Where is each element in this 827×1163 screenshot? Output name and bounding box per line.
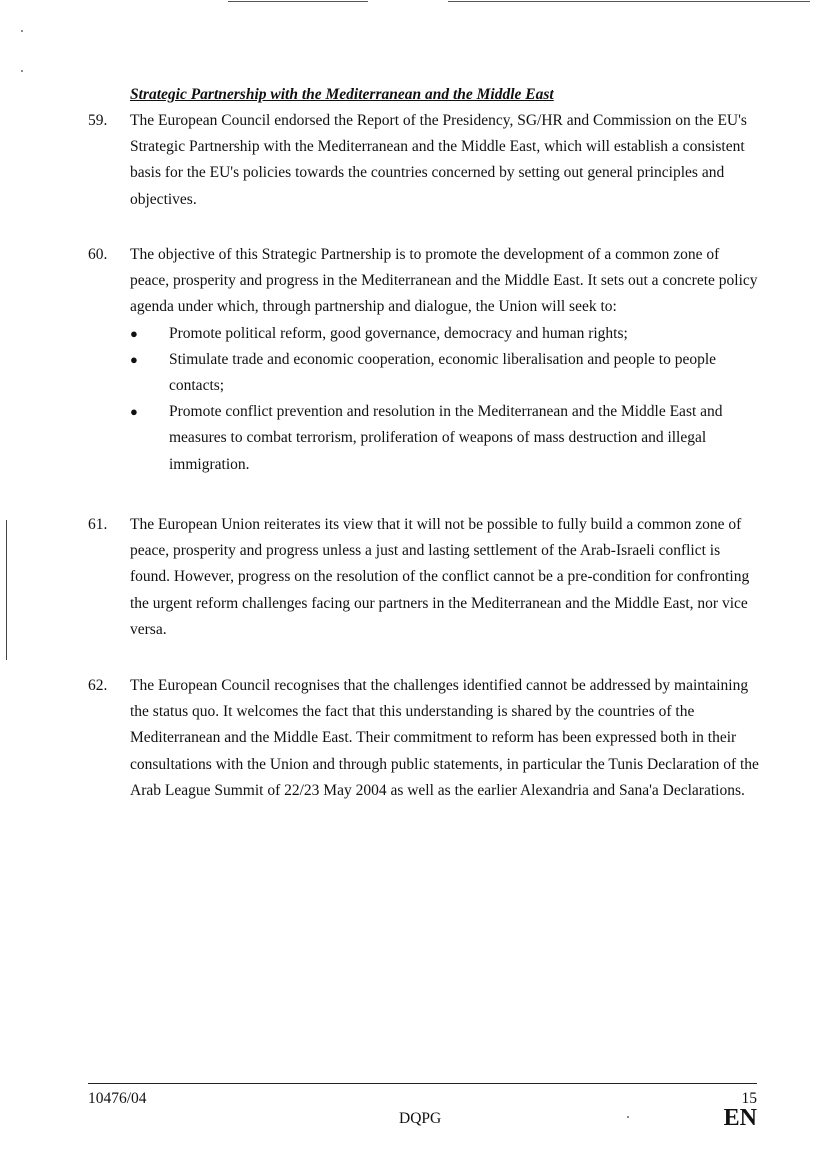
footer-rule	[88, 1083, 757, 1084]
bullet-item	[130, 399, 760, 478]
footer-page-number: 15	[741, 1090, 757, 1107]
paragraph-text: The European Union reiterates its view that it will not be possible to fully build a common zone of peace, prosperity and progress unless a just and lasting settlement of the Arab-Israeli conflict is found. However, progress on the resolution of the conflict cannot be a pre-condition for confronting the urgent reform challenges facing our partners in the Mediterranean and the Middle East, nor vice versa.	[130, 516, 750, 638]
footer-doc-number: 10476/04	[88, 1090, 147, 1107]
footer-language: EN	[723, 1105, 757, 1131]
paragraph-60	[88, 242, 760, 478]
scan-speck	[21, 70, 23, 72]
bullet-item	[130, 321, 760, 347]
paragraph-62	[88, 673, 760, 804]
paragraph-text: The European Council recognises that the challenges identified cannot be addressed by maintaining the status quo. It welcomes the fact that this understanding is shared by the countries of the Mediterranean and the Middle East. Their commitment to reform has been expressed both in their consultations with the Union and through public statements, in particular the Tunis Declaration of the Arab League Summit of 22/23 May 2004 as well as the earlier Alexandria and Sana'a Declarations.	[130, 677, 759, 799]
paragraph-number: 60.	[88, 246, 108, 263]
bullet-list	[130, 321, 760, 478]
paragraph-59	[88, 108, 760, 213]
paragraph-text: The objective of this Strategic Partnership is to promote the development of a common zone of peace, prosperity and progress in the Mediterranean and the Middle East. It sets out a concrete policy agenda under which, through partnership and dialogue, the Union will seek to:	[130, 246, 758, 316]
section-heading: Strategic Partnership with the Mediterranean and the Middle East	[130, 86, 554, 103]
scan-speck	[21, 30, 23, 32]
paragraph-text: The European Council endorsed the Report of the Presidency, SG/HR and Commission on the EU's Strategic Partnership with the Mediterranean and the Middle East, which will establish a consistent basis for the EU's policies towards the countries concerned by setting out general principles and objectives.	[130, 112, 747, 208]
paragraph-number: 62.	[88, 677, 108, 694]
bullet-text: Promote conflict prevention and resolution in the Mediterranean and the Middle East and measures to combat terrorism, proliferation of weapons of mass destruction and illegal immigration.	[169, 403, 723, 473]
footer-unit: DQPG	[399, 1110, 442, 1127]
scan-edge-mark	[6, 520, 7, 660]
scan-line-top-left	[228, 1, 368, 2]
bullet-icon: ●	[130, 325, 138, 341]
bullet-text: Promote political reform, good governance, democracy and human rights;	[169, 324, 628, 342]
scan-line-top-right	[448, 1, 810, 2]
scan-speck	[627, 1116, 629, 1118]
bullet-text: Stimulate trade and economic cooperation, economic liberalisation and people to people contacts;	[169, 350, 717, 395]
paragraph-61	[88, 512, 760, 643]
bullet-icon: ●	[130, 351, 138, 367]
paragraph-number: 61.	[88, 516, 108, 533]
bullet-icon: ●	[130, 404, 138, 420]
bullet-item	[130, 347, 760, 399]
paragraph-number: 59.	[88, 112, 108, 129]
